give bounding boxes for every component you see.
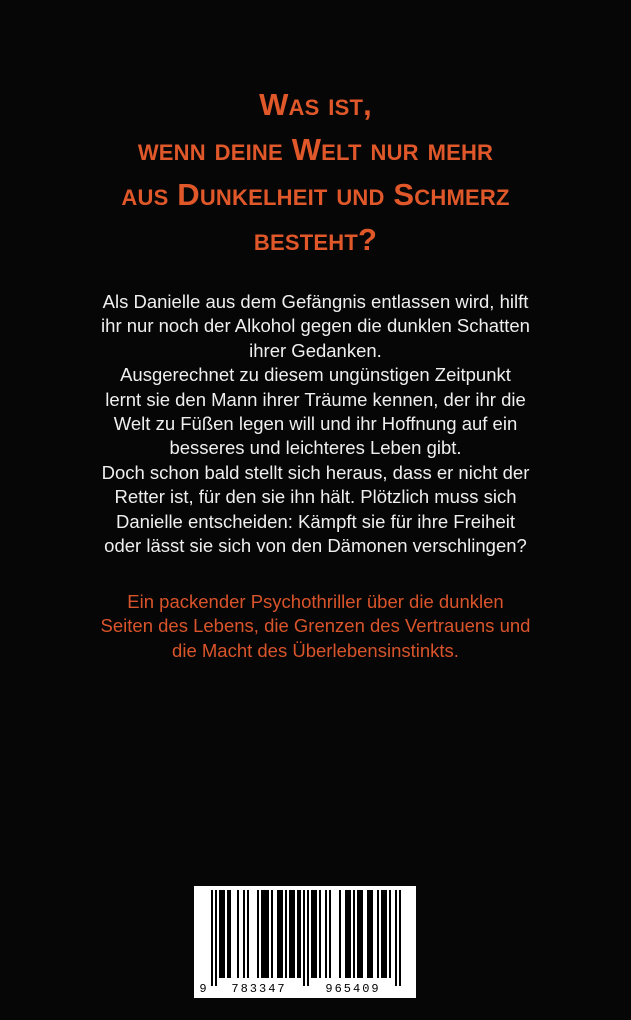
barcode-bar: [229, 890, 231, 978]
barcode-digit-first: 9: [199, 982, 207, 996]
barcode-guard-bar: [395, 890, 397, 986]
barcode-bar: [325, 890, 327, 978]
barcode-bar: [345, 890, 347, 978]
barcode-bar: [261, 890, 263, 978]
blurb-line: Danielle entscheiden: Kämpft sie für ihre Freiheit: [116, 510, 515, 532]
barcode-bar: [367, 890, 369, 978]
barcode-bar: [339, 890, 341, 978]
barcode-graphic: [194, 886, 416, 998]
barcode-guard-bar: [303, 890, 305, 986]
headline: [0, 82, 631, 262]
blurb-line: Retter ist, für den sie ihn hält. Plötzlich muss sich: [114, 486, 517, 508]
barcode-bar: [311, 890, 313, 978]
barcode-bar: [291, 890, 293, 978]
barcode-bar: [289, 890, 291, 978]
blurb-text: [40, 290, 591, 558]
barcode-bar: [219, 890, 221, 978]
barcode-bar: [319, 890, 321, 978]
barcode-bar: [347, 890, 349, 978]
isbn-barcode: [194, 886, 416, 998]
headline-line: wenn deine Welt nur mehr: [137, 132, 494, 167]
blurb-line: Welt zu Füßen legen will und ihr Hoffnung auf ein: [113, 413, 518, 435]
barcode-bar: [297, 890, 299, 978]
barcode-bar: [281, 890, 283, 978]
barcode-digits-right: 965409: [325, 982, 381, 996]
barcode-digits-left: 783347: [231, 982, 287, 996]
blurb-line: ihr nur noch der Alkohol gegen die dunklen Schatten: [101, 315, 530, 337]
barcode-bar: [315, 890, 317, 978]
barcode-bar: [377, 890, 379, 978]
blurb-line: oder lässt sie sich von den Dämonen verschlingen?: [104, 535, 527, 557]
barcode-bar: [243, 890, 245, 978]
headline-line: Was ist,: [259, 87, 372, 122]
barcode-bar: [265, 890, 267, 978]
barcode-bar: [221, 890, 223, 978]
barcode-guard-bar: [399, 890, 401, 986]
barcode-bar: [267, 890, 269, 978]
barcode-bar: [359, 890, 361, 978]
barcode-bar: [271, 890, 273, 978]
tagline-line: die Macht des Überlebensinstinkts.: [172, 639, 459, 661]
barcode-guard-bar: [307, 890, 309, 986]
barcode-bar: [247, 890, 249, 978]
barcode-bar: [277, 890, 279, 978]
blurb-line: Als Danielle aus dem Gefängnis entlassen wird, hilft: [102, 291, 529, 312]
barcode-bar: [257, 890, 259, 978]
tagline-line: Seiten des Lebens, die Grenzen des Vertrauens und: [100, 615, 531, 637]
blurb-line: lernt sie den Mann ihrer Träume kennen, der ihr die: [105, 388, 526, 410]
blurb-line: Ausgerechnet zu diesem ungünstigen Zeitpunkt: [120, 364, 511, 386]
barcode-bar: [349, 890, 351, 978]
barcode-bar: [389, 890, 391, 978]
barcode-bar: [227, 890, 229, 978]
tagline-text: [40, 590, 591, 663]
blurb-line: ihrer Gedanken.: [249, 339, 382, 361]
barcode-bar: [263, 890, 265, 978]
headline-line: besteht?: [253, 222, 378, 257]
blurb-line: besseres und leichteres Leben gibt.: [169, 437, 462, 459]
barcode-guard-bar: [211, 890, 213, 986]
barcode-bar: [223, 890, 225, 978]
barcode-bar: [329, 890, 331, 978]
barcode-bar: [381, 890, 383, 978]
barcode-bar: [383, 890, 385, 978]
barcode-bar: [237, 890, 239, 978]
barcode-bar: [313, 890, 315, 978]
blurb-line: Doch schon bald stellt sich heraus, dass er nicht der: [101, 461, 530, 483]
barcode-bar: [293, 890, 295, 978]
barcode-bar: [299, 890, 301, 978]
barcode-guard-bar: [215, 890, 217, 986]
barcode-bar: [279, 890, 281, 978]
barcode-bar: [285, 890, 287, 978]
barcode-bar: [357, 890, 359, 978]
barcode-bar: [361, 890, 363, 978]
barcode-bar: [369, 890, 371, 978]
barcode-bars: [211, 890, 401, 986]
headline-line: aus Dunkelheit und Schmerz: [121, 177, 510, 212]
tagline-line: Ein packender Psychothriller über die dunklen: [127, 591, 504, 612]
barcode-bar: [385, 890, 387, 978]
barcode-bar: [353, 890, 355, 978]
barcode-bar: [371, 890, 373, 978]
